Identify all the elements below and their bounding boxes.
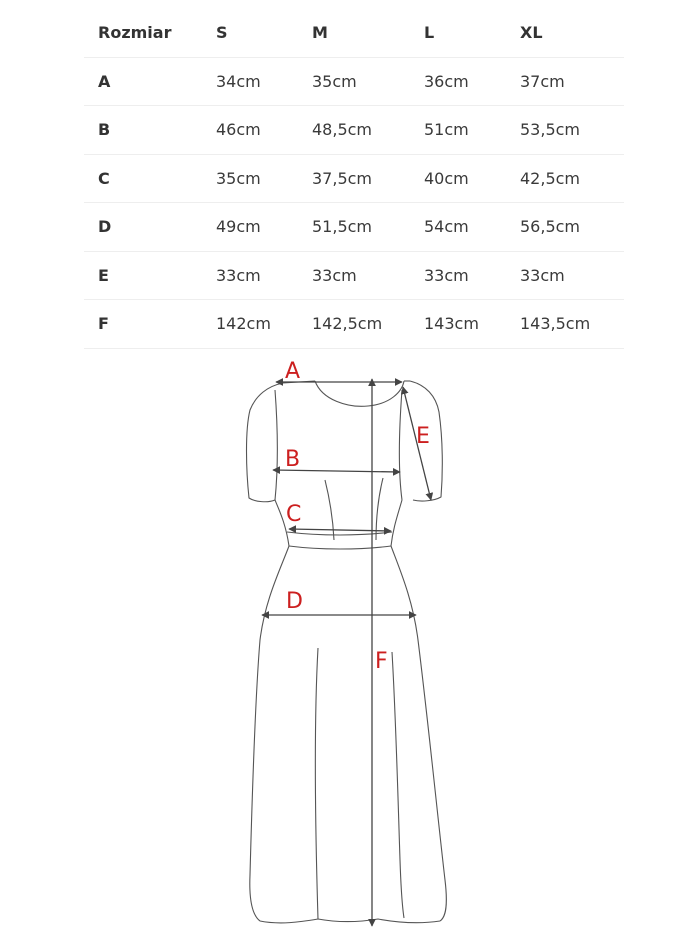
header-xl: XL [520, 9, 624, 57]
label-c: C [286, 502, 302, 527]
table-header-row [84, 9, 624, 57]
cell-value: 37,5cm [312, 154, 424, 203]
cell-value: 142cm [216, 300, 312, 349]
cell-value: 51,5cm [312, 203, 424, 252]
table-row [84, 154, 624, 203]
row-label: C [84, 154, 216, 203]
label-b: B [285, 447, 301, 472]
cell-value: 42,5cm [520, 154, 624, 203]
table-row [84, 203, 624, 252]
table-row [84, 57, 624, 106]
label-a: A [285, 359, 301, 384]
row-label: F [84, 300, 216, 349]
row-label: D [84, 203, 216, 252]
cell-value: 53,5cm [520, 106, 624, 155]
size-table [84, 9, 624, 349]
cell-value: 48,5cm [312, 106, 424, 155]
cell-value: 34cm [216, 57, 312, 106]
cell-value: 142,5cm [312, 300, 424, 349]
cell-value: 36cm [424, 57, 520, 106]
cell-value: 46cm [216, 106, 312, 155]
dress-measurement-diagram [0, 340, 700, 933]
cell-value: 33cm [520, 251, 624, 300]
label-d: D [286, 589, 303, 614]
dress-outline [247, 381, 447, 923]
row-label: B [84, 106, 216, 155]
header-l: L [424, 9, 520, 57]
cell-value: 33cm [424, 251, 520, 300]
table-row [84, 251, 624, 300]
cell-value: 143cm [424, 300, 520, 349]
cell-value: 56,5cm [520, 203, 624, 252]
cell-value: 33cm [312, 251, 424, 300]
table-row [84, 106, 624, 155]
label-e: E [416, 424, 430, 449]
cell-value: 40cm [424, 154, 520, 203]
cell-value: 54cm [424, 203, 520, 252]
cell-value: 35cm [312, 57, 424, 106]
header-m: M [312, 9, 424, 57]
label-f: F [375, 649, 388, 674]
cell-value: 37cm [520, 57, 624, 106]
cell-value: 143,5cm [520, 300, 624, 349]
cell-value: 33cm [216, 251, 312, 300]
cell-value: 49cm [216, 203, 312, 252]
cell-value: 35cm [216, 154, 312, 203]
row-label: A [84, 57, 216, 106]
header-size: Rozmiar [84, 9, 216, 57]
row-label: E [84, 251, 216, 300]
cell-value: 51cm [424, 106, 520, 155]
header-s: S [216, 9, 312, 57]
